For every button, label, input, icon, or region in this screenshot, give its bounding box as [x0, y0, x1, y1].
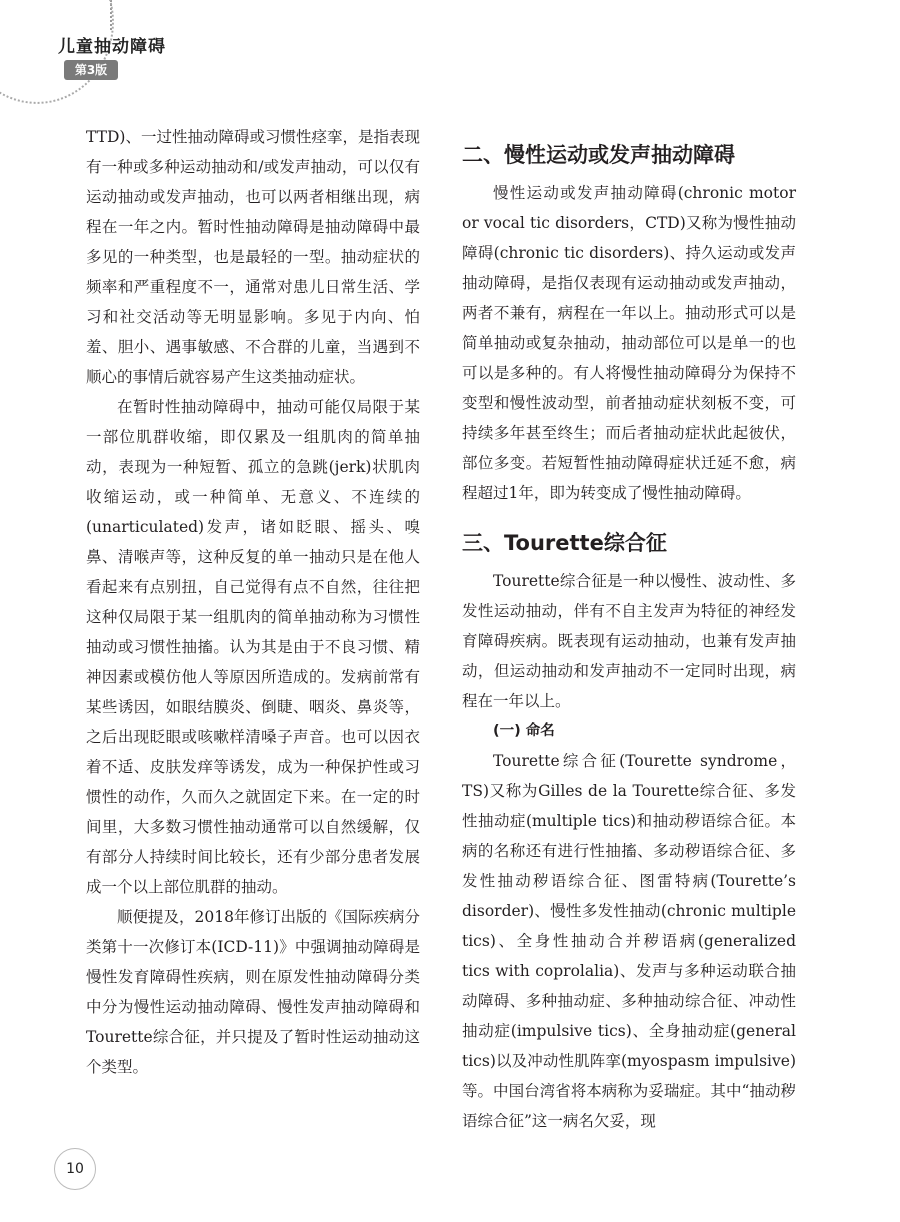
paragraph: 顺便提及，2018年修订出版的《国际疾病分类第十一次修订本(ICD-11)》中强调抽动障碍是慢性发育障碍性疾病，则在原发性抽动障碍分类中分为慢性运动抽动障碍、慢性发声抽动障碍和Tourette综合征，并只提及了暂时性运动抽动这个类型。: [86, 908, 420, 1076]
left-column: [86, 122, 420, 1082]
paragraph: Tourette综合征是一种以慢性、波动性、多发性运动抽动，伴有不自主发声为特征的神经发育障碍疾病。既表现有运动抽动，也兼有发声抽动，但运动抽动和发声抽动不一定同时出现，病程在一年以上。: [462, 572, 796, 710]
paragraph: 慢性运动或发声抽动障碍(chronic motor or vocal tic disorders，CTD)又称为慢性抽动障碍(chronic tic disorders)、持久运动或发声抽动障碍，是指仅表现有运动抽动或发声抽动，两者不兼有，病程在一年以上。抽动形式可以是简单抽动或复杂抽动，抽动部位可以是单一的也可以是多种的。有人将慢性抽动障碍分为保持不变型和慢性波动型，前者抽动症状刻板不变，可持续多年甚至终生；而后者抽动症状此起彼伏，部位多变。若短暂性抽动障碍症状迁延不愈，病程超过1年，即为转变成了慢性抽动障碍。: [462, 184, 796, 502]
subsection-heading-naming: (一) 命名: [493, 723, 555, 739]
section-heading-chronic-tic: 二、慢性运动或发声抽动障碍: [462, 143, 735, 167]
section-heading-tourette: 三、Tourette综合征: [462, 531, 667, 555]
page-number: 10: [54, 1148, 96, 1190]
running-header-title: 儿童抽动障碍: [58, 37, 166, 57]
right-column: [462, 140, 796, 1136]
paragraph: Tourette综合征(Tourette syndrome，TS)又称为Gilles de la Tourette综合征、多发性抽动症(multiple tics)和抽动秽语综合征。本病的名称还有进行性抽搐、多动秽语综合征、多发性抽动秽语综合征、图雷特病(Tourette’s disorder)、慢性多发性抽动(chronic multiple tics)、全身性抽动合并秽语病(generalized tics with coprolalia)、发声与多种运动联合抽动障碍、多种抽动症、多种抽动综合征、冲动性抽动症(impulsive tics)、全身抽动症(general tics)以及冲动性肌阵挛(myospasm impulsive)等。中国台湾省将本病称为妥瑞症。其中“抽动秽语综合征”这一病名欠妥，现: [462, 752, 796, 1130]
paragraph: TTD)、一过性抽动障碍或习惯性痉挛，是指表现有一种或多种运动抽动和/或发声抽动，可以仅有运动抽动或发声抽动，也可以两者相继出现，病程在一年之内。暂时性抽动障碍是抽动障碍中最多见的一种类型，也是最轻的一型。抽动症状的频率和严重程度不一，通常对患儿日常生活、学习和社交活动等无明显影响。多见于内向、怕羞、胆小、遇事敏感、不合群的儿童，当遇到不顺心的事情后就容易产生这类抽动症状。: [86, 128, 420, 386]
edition-badge: 第3版: [64, 60, 118, 80]
paragraph: 在暂时性抽动障碍中，抽动可能仅局限于某一部位肌群收缩，即仅累及一组肌肉的简单抽动，表现为一种短暂、孤立的急跳(jerk)状肌肉收缩运动，或一种简单、无意义、不连续的(unarticulated)发声，诸如眨眼、摇头、嗅鼻、清喉声等，这种反复的单一抽动只是在他人看起来有点别扭，自己觉得有点不自然，往往把这种仅局限于某一组肌肉的简单抽动称为习惯性抽动或习惯性抽搐。认为其是由于不良习惯、精神因素或模仿他人等原因所造成的。发病前常有某些诱因，如眼结膜炎、倒睫、咽炎、鼻炎等，之后出现眨眼或咳嗽样清嗓子声音。也可以因衣着不适、皮肤发痒等诱发，成为一种保护性或习惯性的动作，久而久之就固定下来。在一定的时间里，大多数习惯性抽动通常可以自然缓解，仅有部分人持续时间比较长，还有少部分患者发展成一个以上部位肌群的抽动。: [86, 398, 420, 896]
